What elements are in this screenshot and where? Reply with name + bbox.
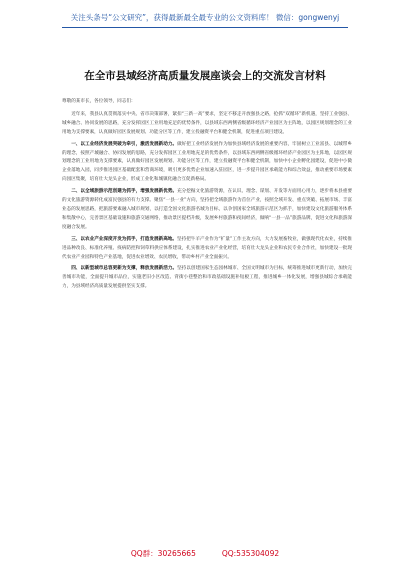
document-body [62,98,352,295]
section-heading: 四、以新型城市总容更新为支撑，释放发展新活力。 [71,266,178,272]
section-paragraph [62,265,352,292]
section-text: 做好把工业经济发展作为加快县域经济发展的重要内容，牢固树立工业富县、以城带乡的理念，按照产城融合、协同发展的思路，充分发挥园区工业用地充足的优势条件，以县域东西两侧省级循环经济产业园区为主阵地，以园区规划理念的工业用地为支撑要素，认真做好园区发展规划、功能分区等工作，建立投融资平台和健全机制，加快中小企业孵化园建设，促进中小微企业落地入园，同步推进园区基础配套和营商环境，吸引更多优势企业加速入驻园区，进一步提升园区承载能力和综合效益，推动重要市场要素向园区集聚，培育壮大龙头企业，形成工业化和城镇化融合互促新格局。 [62,141,352,183]
contact-footer [40,548,370,560]
qq-group-number: QQ群：30265665 [130,549,196,558]
section-heading: 三、以农业产业深度开发为抓手，打造发展新高地。 [71,236,177,242]
salutation: 尊敬的某市长，各位领导，同志们： [62,99,136,104]
section-paragraph [62,141,352,186]
section-text: 充分挖掘文化旅游资源，在认识、理念、谋划、开发等方面用心用力，逐步将本县重要的文化旅游资源转化成富民强县的有力支撑。聚焦“一县一业”方向，坚持把全域旅游作为首位产业，按照全域开发、重点突破、拓展市场、丰富业态的发展思路，把旅游要素融入城市规划，以打造全国文化旅游名城为目标，以争创国家全域旅游示范区为抓手，加快建设文化旅游服务体系和集散中心，完善景区基础设施和旅游交通网络，推动景区提档升级，发展乡村旅游和夜间经济，做响“一县一品”旅游品牌，促进文化和旅游深度融合发展。 [62,189,352,230]
banner-divider [62,27,348,28]
section-text: 坚持把牛羊产业作为“扩量”工作主攻方向，大力发展畜牧业，做强现代化农业，持续推进品种改良、标准化养殖、疫病防控和饲草料供应体系建设，扎实推进农业产业化经营，培育壮大龙头企业和农民专业合作社，加快建设一批现代农业产业园和特色产业基地，促进农业增效、农民增收，带动乡村产业全面振兴。 [62,236,352,260]
promo-banner: 关注头条号“公文研究”，获得最新最全最专业的公文资料库！ 微信：gongwenyj [70,13,340,22]
intro-paragraph: 近年来，我县认真贯彻落实中央、省市决策部署，紧扣“三新一高”要求，坚定不移走开放强县之路，抢抓“双循环”新机遇，坚持工业强县、城乡融合、协同发展的思路，充分发挥园区工业用地充足的优势条件，以县域东西两侧省级循环经济产业园区为主阵地，以园区规划理念的工业用地为支撑要素，认真做好园区发展规划、功能分区等工作，建立投融资平台和健全机制，促进重点项目建设。 [62,111,352,135]
qq-number: QQ:535304092 [221,549,280,558]
section-heading: 二、以全域旅游示范创建为抓手，增强发展新优势。 [71,189,178,195]
section-paragraph [62,236,352,263]
document-title: 在全市县域经济高质量发展座谈会上的交流发言材料 [84,70,326,82]
section-text: 坚持以创建国家生态园林城市、全国文明城市为目标，统筹推进城市更新行动，加快完善城市功能，全面提升城市品位，实施老旧小区改造、背街小巷整治和市政基础设施补短板工程，推进城乡一体化发展，增强县城综合承载能力，为县域经济高质量发展提供坚实支撑。 [62,266,352,290]
section-paragraph [62,188,352,233]
section-heading: 一、以工业经济发展突破为牵引，激活发展新动力。 [71,141,178,147]
